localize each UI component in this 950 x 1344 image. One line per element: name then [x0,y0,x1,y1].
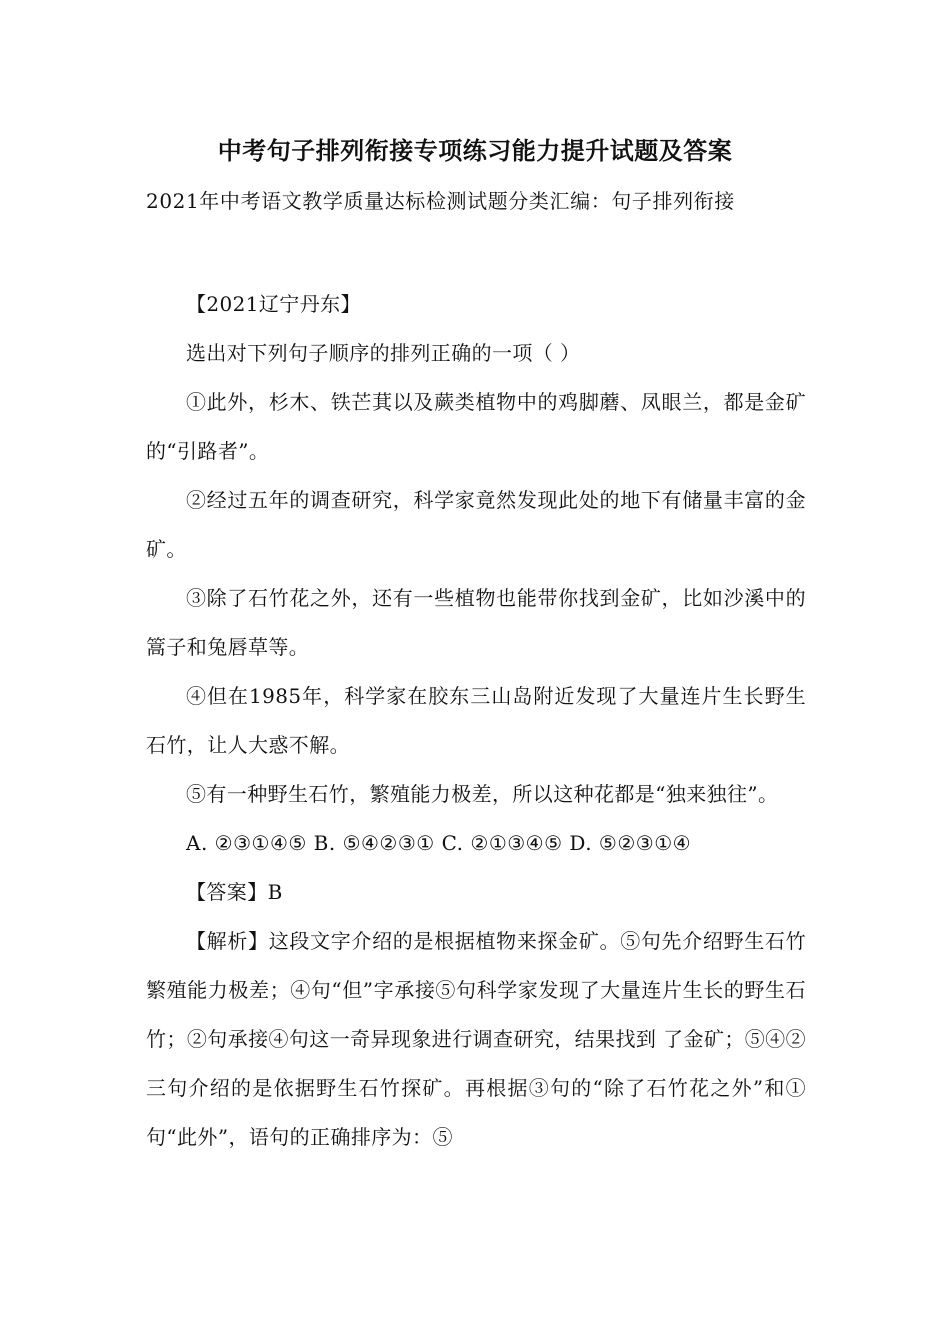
sentence-5: ⑤有一种野生石竹，繁殖能力极差，所以这种花都是“独来独往”。 [186,782,779,806]
document-subtitle: 2021年中考语文教学质量达标检测试题分类汇编：句子排列衔接 [146,189,735,213]
answer-line: 【答案】B [186,880,283,904]
sentence-4: ④但在1985年，科学家在胶东三山岛附近发现了大量连片生长野生石竹，让人大惑不解。 [146,684,806,757]
question-body [146,280,806,1162]
source-tag: 【2021辽宁丹东】 [186,292,361,316]
sentence-1: ①此外，杉木、铁芒萁以及蕨类植物中的鸡脚蘑、凤眼兰，都是金矿的“引路者”。 [146,390,806,463]
sentence-3: ③除了石竹花之外，还有一些植物也能带你找到金矿，比如沙溪中的篙子和兔唇草等。 [146,586,806,659]
answer-options: A. ②③①④⑤ B. ⑤④②③① C. ②①③④⑤ D. ⑤②③①④ [186,831,692,855]
document-title: 中考句子排列衔接专项练习能力提升试题及答案 [217,137,733,165]
sentence-2: ②经过五年的调查研究，科学家竟然发现此处的地下有储量丰富的金矿。 [146,488,806,561]
question-prompt: 选出对下列句子顺序的排列正确的一项（ ） [186,341,581,365]
analysis-paragraph: 【解析】这段文字介绍的是根据植物来探金矿。⑤句先介绍野生石竹繁殖能力极差；④句“但”字承接⑤句科学家发现了大量连片生长的野生石竹；②句承接④句这一奇异现象进行调查研究，结果找到 了金矿；⑤④②三句介绍的是依据野生石竹探矿。再根据③句的“除了石竹花之外”和①句“此外”，语句的正确排序为：⑤ [146,929,806,1149]
